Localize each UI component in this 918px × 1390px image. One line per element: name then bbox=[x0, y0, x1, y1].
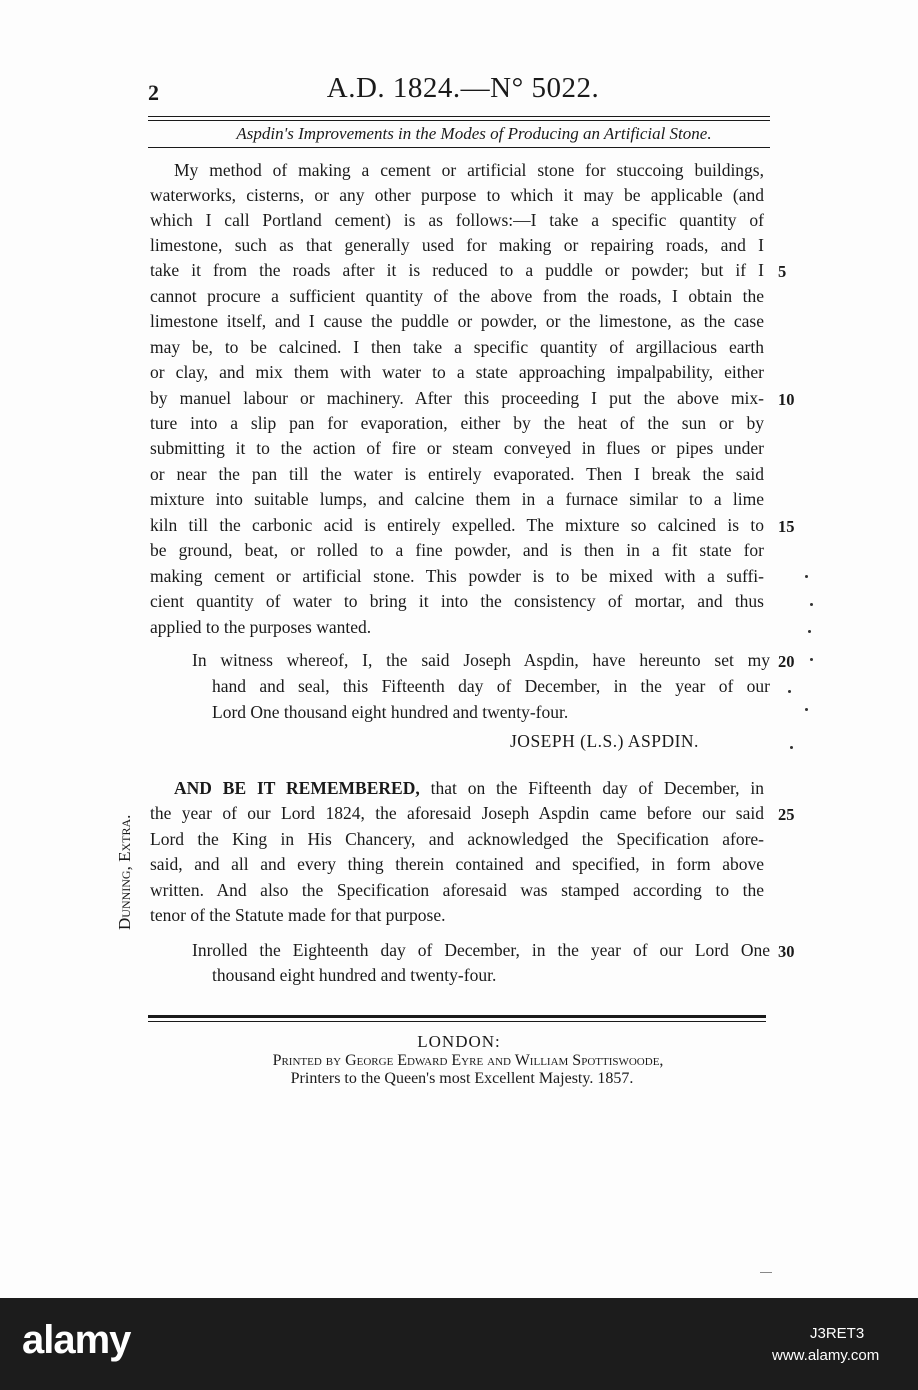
imprint-printers-to: Printers to the Queen's most Excellent Majesty. 1857. bbox=[290, 1070, 634, 1087]
body-line: My method of making a cement or artificial stone for stuccoing buildings, bbox=[174, 160, 764, 180]
inrolled-line: Inrolled the Eighteenth day of December, in the year of our Lord One bbox=[192, 940, 770, 960]
page-number: 2 bbox=[148, 80, 159, 105]
remembered-line: the year of our Lord 1824, the aforesaid Joseph Aspdin came before our said bbox=[150, 803, 764, 823]
body-line: applied to the purposes wanted. bbox=[150, 617, 372, 637]
margin-line-number: 25 bbox=[778, 805, 795, 824]
margin-line-number: 5 bbox=[778, 262, 787, 281]
body-line: kiln till the carbonic acid is entirely expelled. The mixture so calcined is to bbox=[150, 515, 764, 535]
print-speck bbox=[808, 630, 811, 633]
header-rule-bottom bbox=[148, 147, 770, 148]
print-speck bbox=[810, 603, 813, 606]
body-line: cient quantity of water to bring it into the consistency of mortar, and thus bbox=[150, 591, 764, 611]
image-code: J3RET3 bbox=[810, 1325, 865, 1342]
body-line: may be, to be calcined. I then take a specific quantity of argillacious earth bbox=[150, 337, 764, 357]
patent-subtitle: Aspdin's Improvements in the Modes of Producing an Artificial Stone. bbox=[236, 124, 712, 143]
remembered-line: said, and all and every thing therein contained and specified, in form above bbox=[150, 854, 764, 874]
witness-line: hand and seal, this Fifteenth day of December, in the year of our bbox=[212, 676, 770, 696]
side-note-printer: Dunning, Extra. bbox=[115, 814, 134, 930]
alamy-logo: alamy bbox=[22, 1318, 131, 1362]
margin-line-number: 10 bbox=[778, 390, 795, 409]
body-line: waterworks, cisterns, or any other purpose to which it may be applicable (and bbox=[150, 185, 764, 205]
body-line: or near the pan till the water is entirely evaporated. Then I break the said bbox=[150, 464, 764, 484]
body-line: making cement or artificial stone. This powder is to be mixed with a suffi- bbox=[150, 566, 764, 586]
print-speck bbox=[810, 658, 813, 661]
margin-line-number: 20 bbox=[778, 652, 795, 671]
remembered-line: Lord the King in His Chancery, and acknowledged the Specification afore- bbox=[150, 829, 764, 849]
body-line: which I call Portland cement) is as follows:—I take a specific quantity of bbox=[150, 210, 764, 230]
body-line: submitting it to the action of fire or steam conveyed in flues or pipes under bbox=[150, 438, 764, 458]
remembered-lead: AND BE IT REMEMBERED, bbox=[174, 778, 420, 798]
remembered-first-line bbox=[174, 778, 764, 799]
body-line: or clay, and mix them with water to a state approaching impalpability, either bbox=[150, 362, 764, 382]
body-line: mixture into suitable lumps, and calcine them in a furnace similar to a lime bbox=[150, 489, 764, 509]
alamy-footer-bar bbox=[0, 1298, 918, 1390]
print-speck bbox=[790, 746, 793, 749]
imprint-printed-by: Printed by George Edward Eyre and William Spottiswoode, bbox=[272, 1052, 664, 1069]
imprint-rule-bottom bbox=[148, 1021, 766, 1022]
remembered-line: written. And also the Specification aforesaid was stamped according to the bbox=[150, 880, 764, 900]
body-line: be ground, beat, or rolled to a fine powder, and is then in a fit state for bbox=[150, 540, 764, 560]
witness-line: Lord One thousand eight hundred and twenty-four. bbox=[212, 702, 569, 722]
body-line: limestone itself, and I cause the puddle or powder, or the limestone, as the case bbox=[150, 311, 764, 331]
imprint-rule-top bbox=[148, 1015, 766, 1018]
margin-line-number: 15 bbox=[778, 517, 795, 536]
remembered-line: tenor of the Statute made for that purpose. bbox=[150, 905, 446, 925]
body-line: ture into a slip pan for evaporation, either by the heat of the sun or by bbox=[150, 413, 764, 433]
print-speck bbox=[805, 708, 808, 711]
body-line: take it from the roads after it is reduced to a puddle or powder; but if I bbox=[150, 260, 764, 280]
margin-line-number: 30 bbox=[778, 942, 795, 961]
header-rule-top-2 bbox=[148, 120, 770, 121]
signature: JOSEPH (L.S.) ASPDIN. bbox=[510, 731, 699, 751]
imprint-city: LONDON: bbox=[417, 1032, 501, 1051]
alamy-url: www.alamy.com bbox=[772, 1347, 880, 1364]
body-line: limestone, such as that generally used for making or repairing roads, and I bbox=[150, 235, 764, 255]
patent-title: A.D. 1824.—N° 5022. bbox=[326, 72, 600, 104]
witness-line: In witness whereof, I, the said Joseph Aspdin, have hereunto set my bbox=[192, 650, 770, 670]
remembered-first-rest: that on the Fifteenth day of December, in bbox=[419, 778, 764, 798]
body-line: by manuel labour or machinery. After this proceeding I put the above mix- bbox=[150, 388, 764, 408]
body-line: cannot procure a sufficient quantity of the above from the roads, I obtain the bbox=[150, 286, 764, 306]
print-speck bbox=[805, 575, 808, 578]
inrolled-line: thousand eight hundred and twenty-four. bbox=[212, 965, 497, 985]
print-speck bbox=[788, 690, 791, 693]
header-rule-top bbox=[148, 116, 770, 117]
page-mark bbox=[760, 1272, 772, 1273]
